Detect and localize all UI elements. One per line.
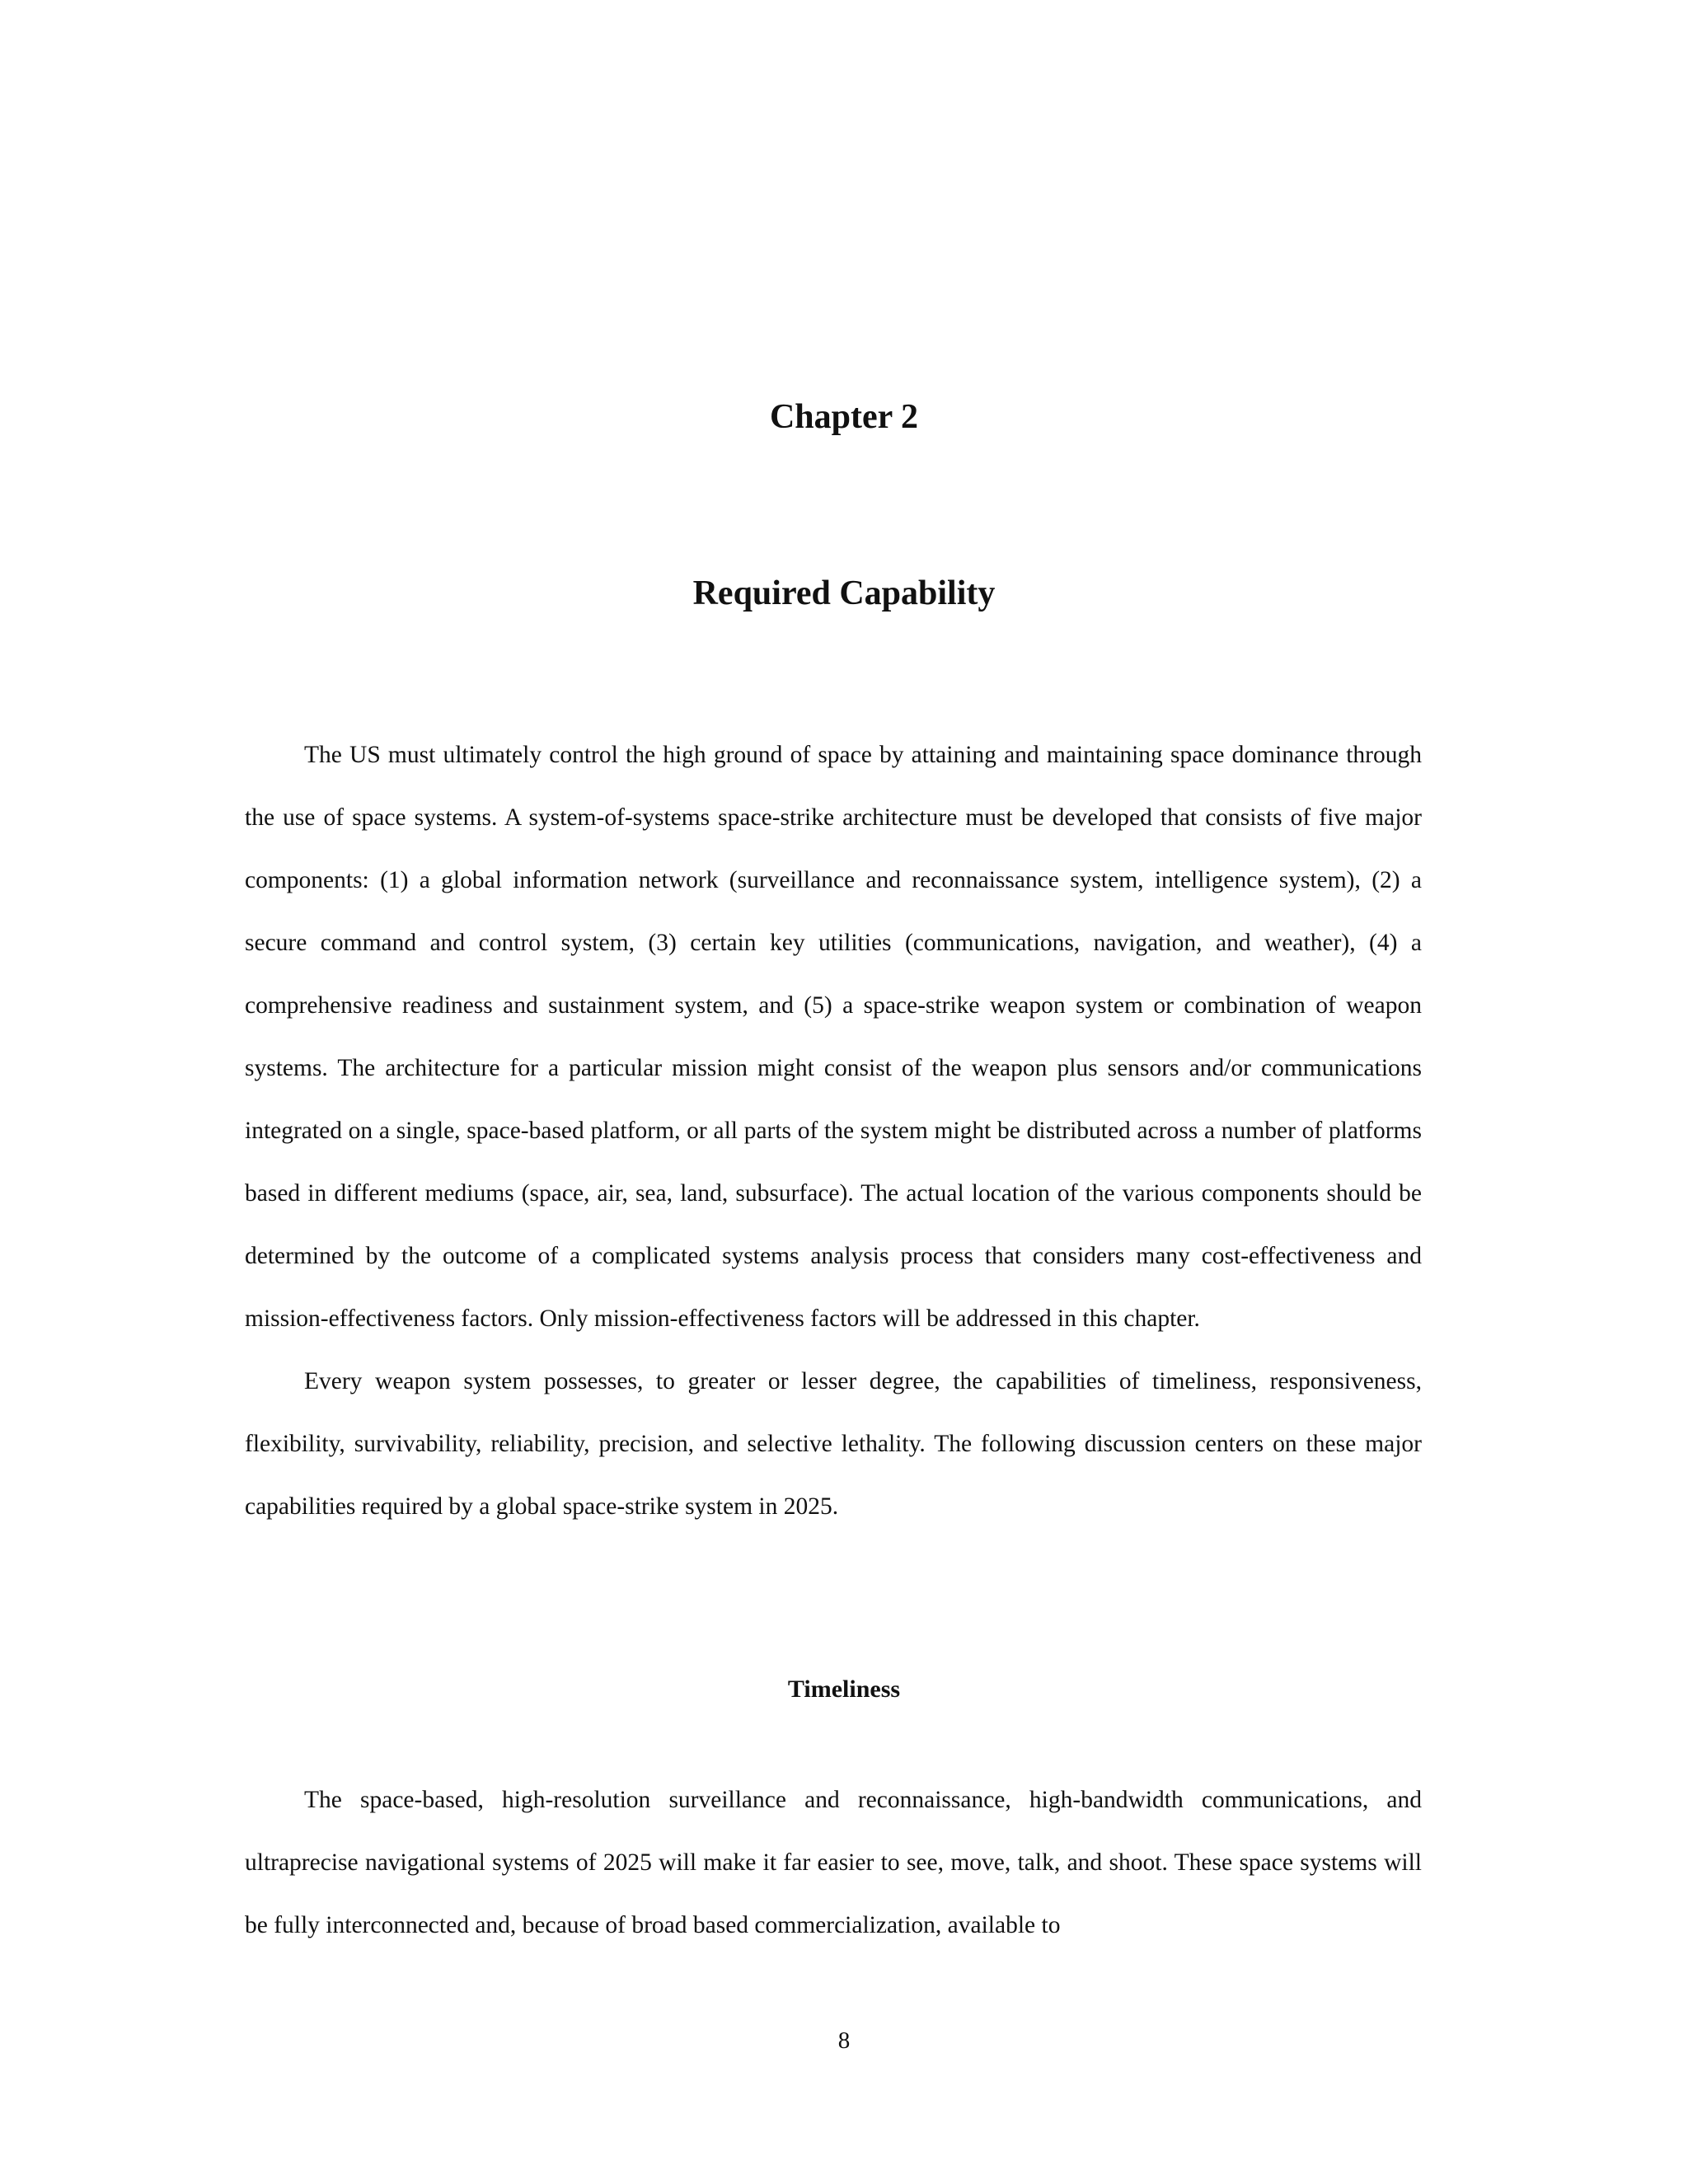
intro-paragraph-1: The US must ultimately control the high ground of space by attaining and maintaining space dominance through the use of space systems. A system-of-systems space-strike architecture must be developed that consists of five major components: (1) a global information network (surveillance and reconnaissance system, intelligence system), (2) a secure command and control system, (3) certain key utilities (communications, navigation, and weather), (4) a comprehensive readiness and sustainment system, and (5) a space-strike weapon system or combination of weapon systems. The architecture for a particular mission might consist of the weapon plus sensors and/or communications integrated on a single, space-based platform, or all parts of the system might be distributed across a number of platforms based in different mediums (space, air, sea, land, subsurface). The actual location of the various components should be determined by the outcome of a complicated systems analysis process that considers many cost-effectiveness and mission-effectiveness factors. Only mission-effectiveness factors will be addressed in this chapter. <box>245 742 1422 1332</box>
chapter-title: Required Capability <box>692 574 996 612</box>
section-body <box>245 1769 1422 1957</box>
intro-body <box>245 724 1422 1538</box>
chapter-label: Chapter 2 <box>769 398 919 436</box>
intro-paragraph-2: Every weapon system possesses, to greater or lesser degree, the capabilities of timeliness, responsiveness, flexibility, survivability, reliability, precision, and selective lethality. The following discussion centers on these major capabilities required by a global space-strike system in 2025. <box>245 1368 1422 1520</box>
page-number: 8 <box>837 2027 851 2054</box>
section-heading: Timeliness <box>787 1675 901 1703</box>
section-paragraph-1: The space-based, high-resolution surveillance and reconnaissance, high-bandwidth communications, and ultraprecise navigational systems of 2025 will make it far easier to see, move, talk, and shoot. These space systems will be fully interconnected and, because of broad based commercialization, available to <box>245 1787 1422 1938</box>
